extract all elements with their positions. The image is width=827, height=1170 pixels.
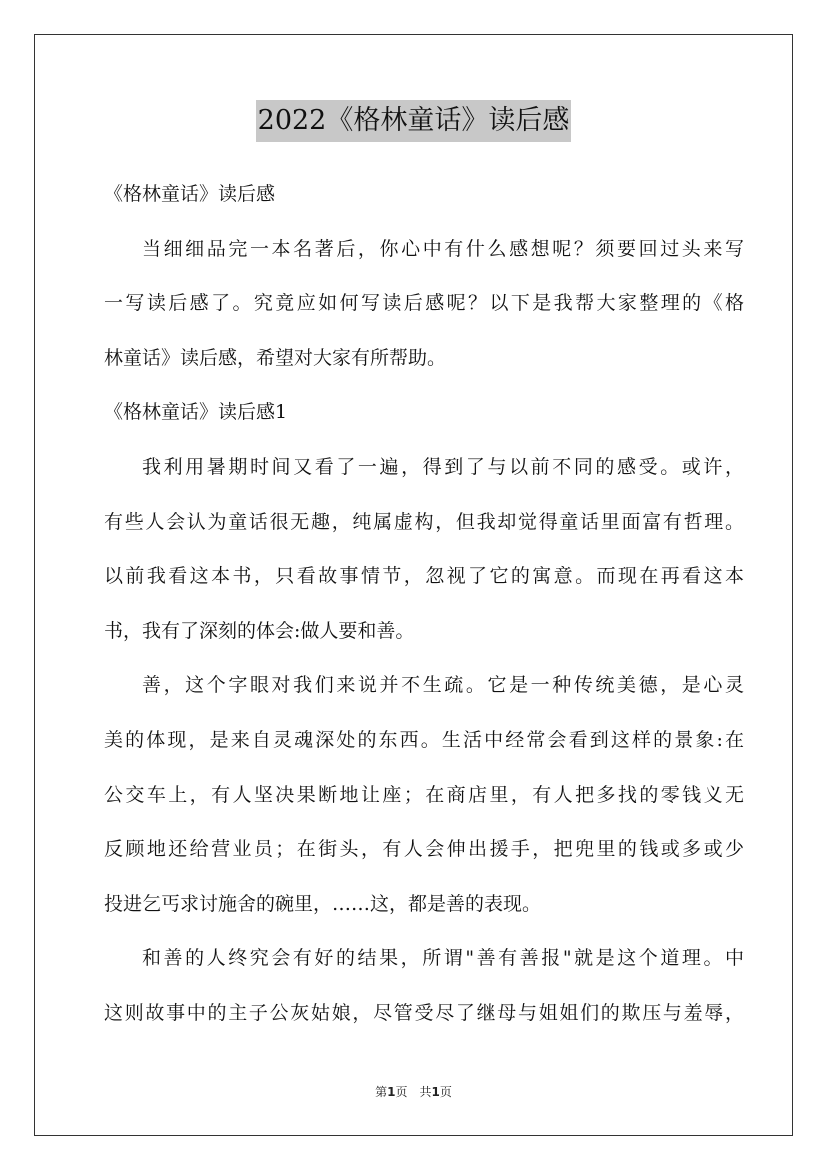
paragraph-line: 投进乞丐求讨施舍的碗里，……这，都是善的表现。 [104,892,542,915]
paragraph-line: 书，我有了深刻的体会:做人要和善。 [104,619,415,642]
section-heading: 《格林童话》读后感1 [104,401,288,424]
document-body [104,172,744,1046]
paragraph-line: 我利用暑期时间又看了一遍，得到了与以前不同的感受。或许， [142,455,744,478]
page-total: 1 [431,1085,440,1099]
paragraph-line: 以前我看这本书，只看故事情节，忽视了它的寓意。而现在再看这本 [104,565,744,588]
section-heading: 《格林童话》读后感 [104,183,276,205]
page-current: 1 [387,1085,396,1099]
total-suffix: 页 [439,1085,452,1099]
paragraph-line: 反顾地还给营业员；在街头，有人会伸出援手，把兜里的钱或多或少 [104,838,744,861]
paragraph-line: 善，这个字眼对我们来说并不生疏。它是一种传统美德，是心灵 [142,674,744,697]
page-footer [0,1083,827,1100]
page-suffix: 页 [395,1085,408,1099]
document-title: 2022《格林童话》读后感 [256,100,572,142]
paragraph-line: 这则故事中的主子公灰姑娘，尽管受尽了继母与姐姐们的欺压与羞辱， [104,1001,744,1024]
paragraph-line: 当细细品完一本名著后，你心中有什么感想呢？须要回过头来写 [142,237,744,260]
title-container [0,100,827,142]
paragraph-line: 和善的人终究会有好的结果，所谓"善有善报"就是这个道理。中 [142,947,744,970]
paragraph-line: 美的体现，是来自灵魂深处的东西。生活中经常会看到这样的景象:在 [104,728,744,751]
paragraph-line: 一写读后感了。究竟应如何写读后感呢？以下是我帮大家整理的《格 [104,292,744,315]
paragraph-line: 有些人会认为童话很无趣，纯属虚构，但我却觉得童话里面富有哲理。 [104,510,744,533]
paragraph-line: 公交车上，有人坚决果断地让座；在商店里，有人把多找的零钱义无 [104,783,744,806]
page-prefix: 第 [375,1085,388,1099]
paragraph-line: 林童话》读后感，希望对大家有所帮助。 [104,346,447,369]
total-prefix: 共 [419,1085,432,1099]
